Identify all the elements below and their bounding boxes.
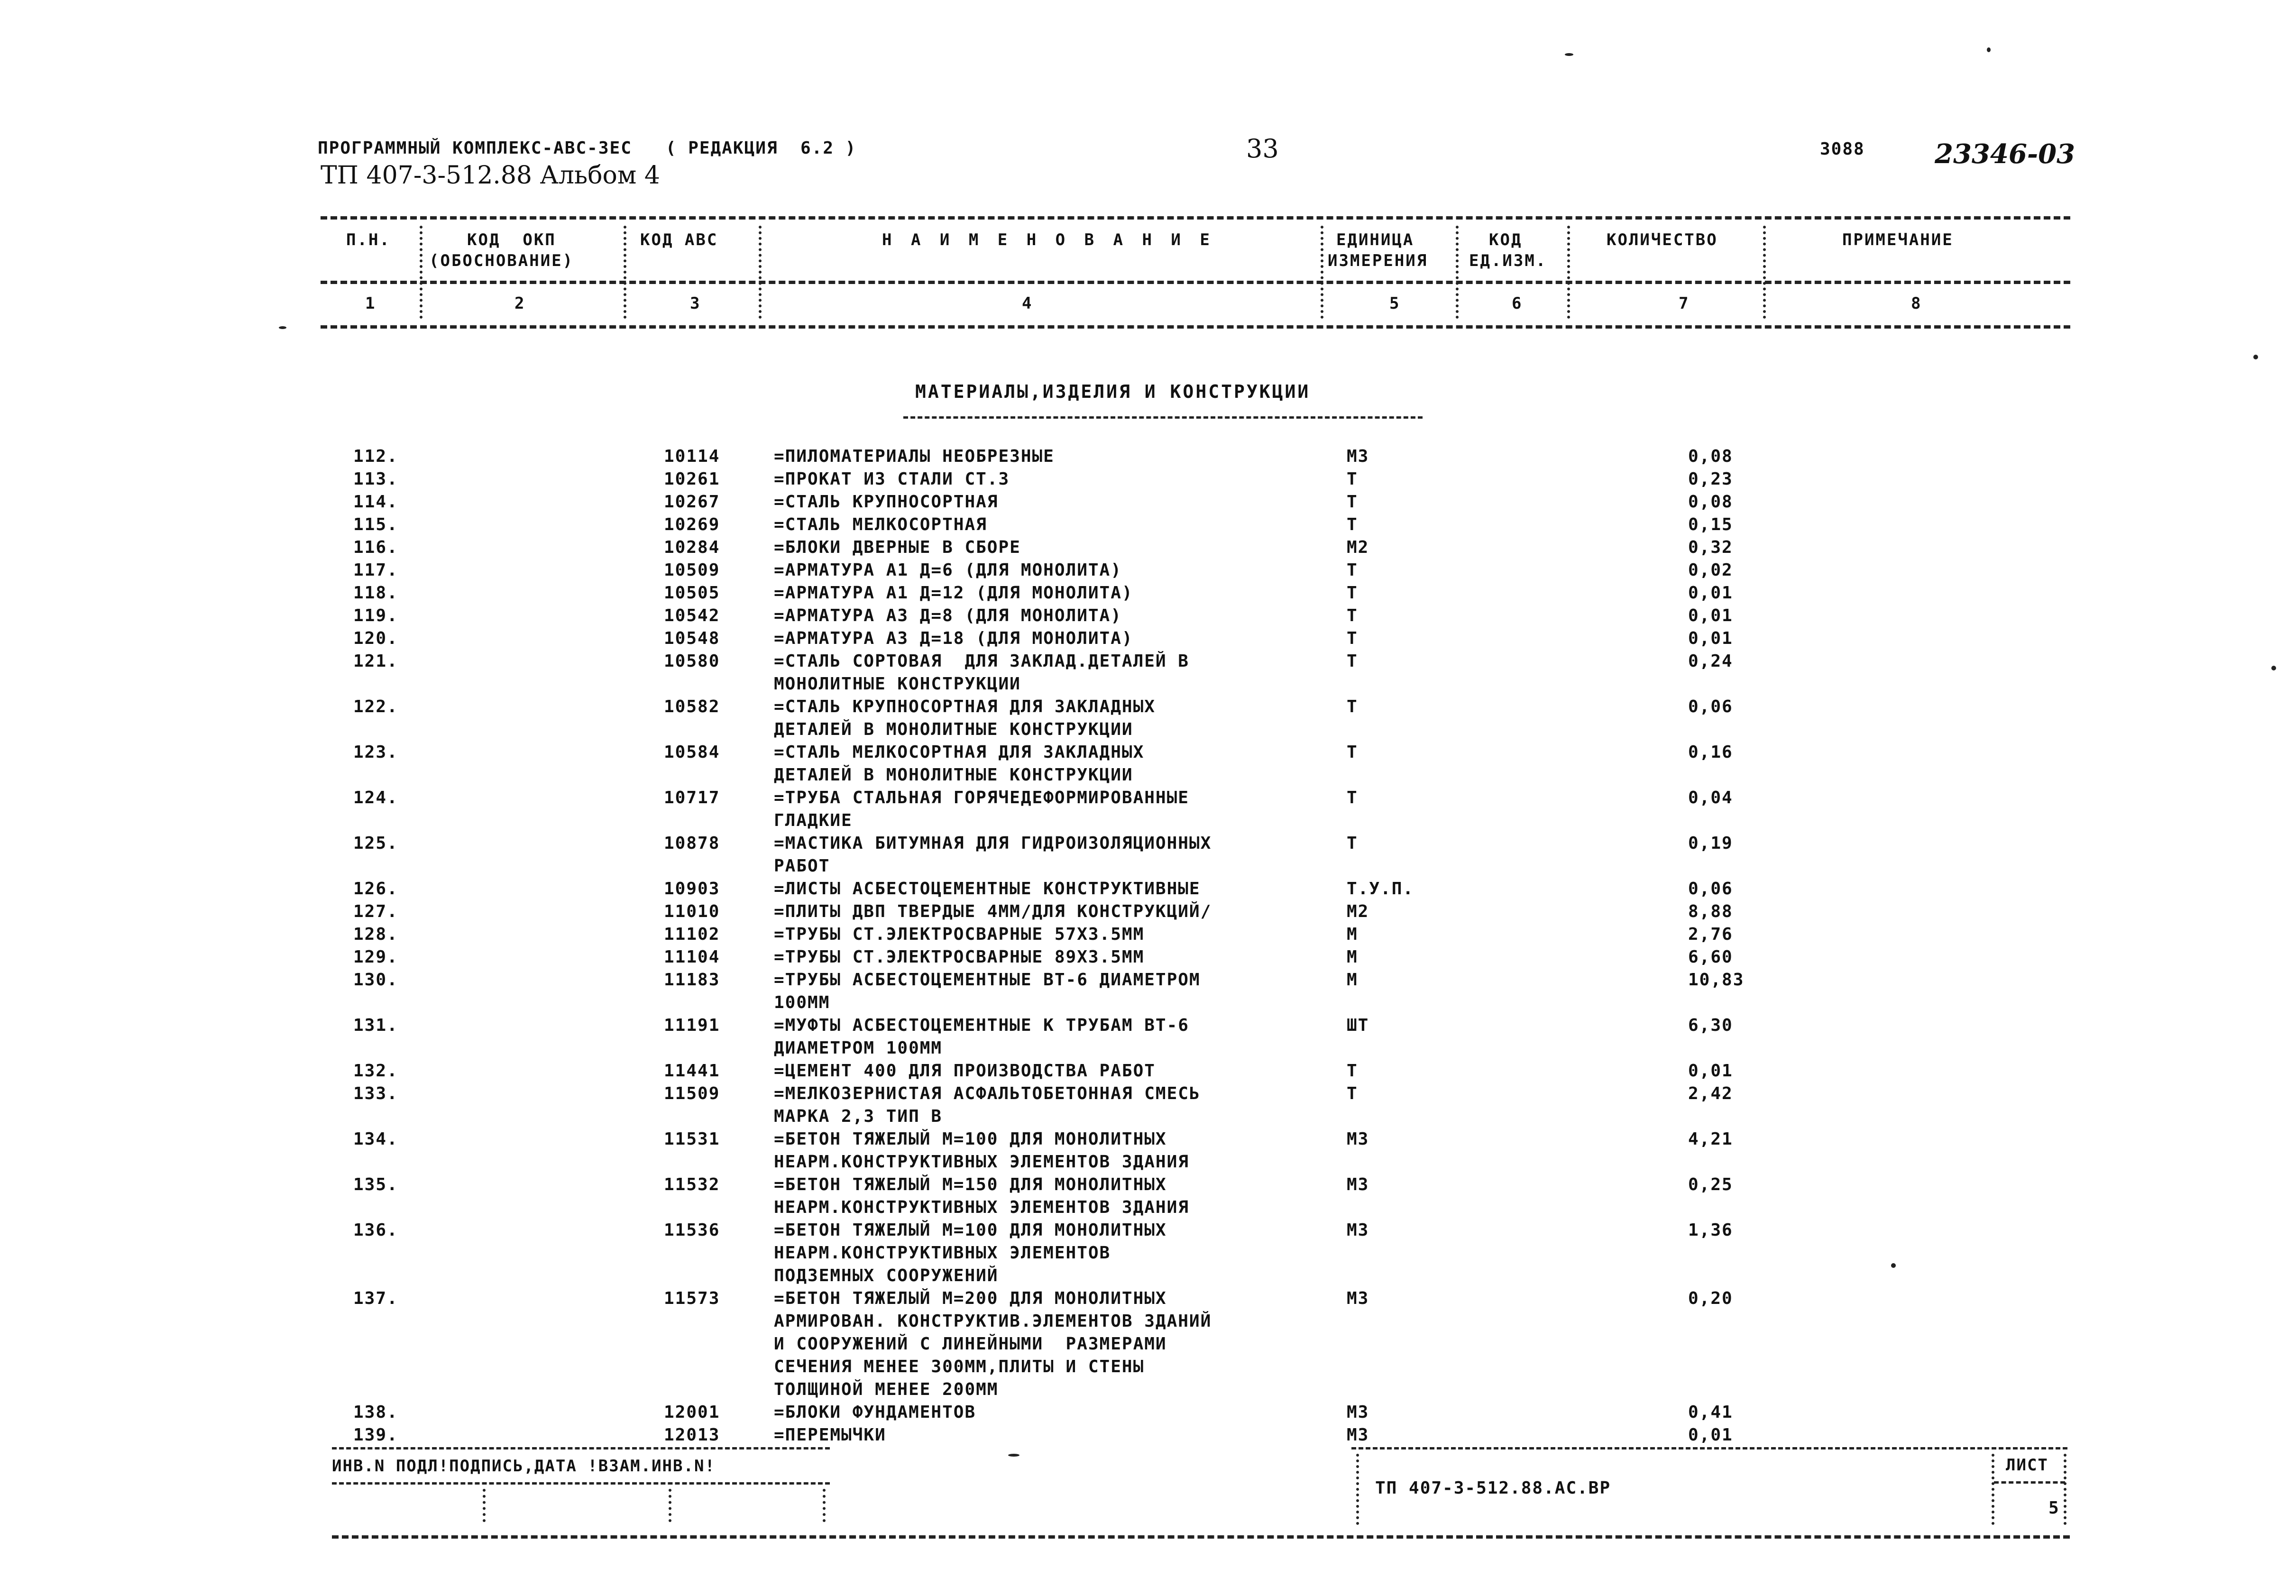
- row-unit: Т.У.П.: [1347, 879, 1414, 899]
- col-name-header: Н А И М Е Н О В А Н И Е: [882, 230, 1214, 249]
- row-name-line: =АРМАТУРА А3 Д=18 (ДЛЯ МОНОЛИТА): [774, 629, 1133, 648]
- row-quantity: 0,19: [1688, 834, 1733, 853]
- row-name-line: =ТРУБЫ СТ.ЭЛЕКТРОСВАРНЫЕ 57Х3.5ММ: [774, 925, 1145, 944]
- table-row: [0, 788, 2296, 834]
- row-number: 130.: [353, 970, 398, 990]
- row-quantity: 0,06: [1688, 697, 1733, 716]
- row-quantity: 4,21: [1688, 1129, 1733, 1149]
- row-abc-code: 10584: [664, 743, 720, 762]
- row-name-line: МАРКА 2,3 ТИП В: [774, 1107, 943, 1126]
- row-name-line: ГЛАДКИЕ: [774, 811, 853, 830]
- row-abc-code: 11102: [664, 925, 720, 944]
- row-quantity: 0,08: [1688, 447, 1733, 466]
- footer-rule-bottom: [332, 1535, 2070, 1539]
- row-number: 134.: [353, 1129, 398, 1149]
- row-unit: Т: [1347, 583, 1358, 603]
- row-name-line: =АРМАТУРА А1 Д=12 (ДЛЯ МОНОЛИТА): [774, 583, 1133, 603]
- row-quantity: 6,60: [1688, 947, 1733, 967]
- row-number: 132.: [353, 1061, 398, 1081]
- row-number: 133.: [353, 1084, 398, 1103]
- row-number: 136.: [353, 1220, 398, 1240]
- row-unit: Т: [1347, 651, 1358, 671]
- scan-speck: [2253, 355, 2258, 359]
- row-quantity: 6,30: [1688, 1016, 1733, 1035]
- row-name-line: =СТАЛЬ МЕЛКОСОРТНАЯ: [774, 515, 987, 534]
- col-pn-header: П.Н.: [346, 230, 391, 249]
- footer-rule-top-left: [332, 1447, 830, 1449]
- row-number: 119.: [353, 606, 398, 625]
- table-row: [0, 1289, 2296, 1403]
- row-unit: М2: [1347, 902, 1369, 921]
- table-row: [0, 697, 2296, 743]
- row-name-line: =ЛИСТЫ АСБЕСТОЦЕМЕНТНЫЕ КОНСТРУКТИВНЫЕ: [774, 879, 1201, 899]
- row-name-line: СЕЧЕНИЯ МЕНЕЕ 300ММ,ПЛИТЫ И СТЕНЫ: [774, 1357, 1145, 1376]
- table-row: [0, 1129, 2296, 1175]
- row-name-line: НЕАРМ.КОНСТРУКТИВНЫХ ЭЛЕМЕНТОВ: [774, 1243, 1111, 1263]
- row-number: 116.: [353, 538, 398, 557]
- row-number: 125.: [353, 834, 398, 853]
- row-name-line: =ЦЕМЕНТ 400 ДЛЯ ПРОИЗВОДСТВА РАБОТ: [774, 1061, 1156, 1081]
- col-number-4: 4: [1022, 294, 1033, 313]
- row-quantity: 0,04: [1688, 788, 1733, 807]
- footer-separator: [483, 1489, 486, 1522]
- table-row: [0, 925, 2296, 947]
- header-rule-top: [321, 216, 2070, 220]
- col-number-5: 5: [1389, 294, 1401, 313]
- row-name-line: ДИАМЕТРОМ 100ММ: [774, 1038, 943, 1058]
- row-number: 131.: [353, 1016, 398, 1035]
- row-quantity: 0,01: [1688, 629, 1733, 648]
- col-qty-header: КОЛИЧЕСТВО: [1607, 230, 1718, 249]
- row-abc-code: 11531: [664, 1129, 720, 1149]
- row-name-line: ДЕТАЛЕЙ В МОНОЛИТНЫЕ КОНСТРУКЦИИ: [774, 765, 1133, 785]
- table-row: [0, 515, 2296, 538]
- row-quantity: 0,08: [1688, 492, 1733, 512]
- row-unit: Т: [1347, 1061, 1358, 1081]
- row-quantity: 2,42: [1688, 1084, 1733, 1103]
- row-abc-code: 11183: [664, 970, 720, 990]
- row-name-line: ПОДЗЕМНЫХ СООРУЖЕНИЙ: [774, 1266, 999, 1285]
- footer-separator: [669, 1489, 671, 1522]
- row-name-line: =СТАЛЬ КРУПНОСОРТНАЯ ДЛЯ ЗАКЛАДНЫХ: [774, 697, 1156, 716]
- footer-rule-top-right: [1351, 1447, 2067, 1449]
- row-quantity: 0,15: [1688, 515, 1733, 534]
- row-quantity: 0,01: [1688, 1061, 1733, 1081]
- table-row: [0, 538, 2296, 560]
- row-quantity: 0,01: [1688, 606, 1733, 625]
- footer-separator: [1356, 1454, 1359, 1525]
- col-okp-header-sub: (ОБОСНОВАНИЕ): [429, 251, 574, 270]
- row-number: 137.: [353, 1289, 398, 1308]
- row-abc-code: 11191: [664, 1016, 720, 1035]
- row-number: 112.: [353, 447, 398, 466]
- row-unit: Т: [1347, 743, 1358, 762]
- row-number: 115.: [353, 515, 398, 534]
- col-number-2: 2: [514, 294, 526, 313]
- row-quantity: 0,02: [1688, 560, 1733, 580]
- row-abc-code: 10509: [664, 560, 720, 580]
- row-unit: Т: [1347, 1084, 1358, 1103]
- table-row: [0, 1061, 2296, 1084]
- row-abc-code: 11010: [664, 902, 720, 921]
- row-unit: Т: [1347, 629, 1358, 648]
- row-abc-code: 10903: [664, 879, 720, 899]
- col-unitcode-header: КОД: [1489, 230, 1523, 249]
- header-separator: [759, 226, 762, 319]
- row-abc-code: 10717: [664, 788, 720, 807]
- row-name-line: =СТАЛЬ МЕЛКОСОРТНАЯ ДЛЯ ЗАКЛАДНЫХ: [774, 743, 1145, 762]
- row-abc-code: 10548: [664, 629, 720, 648]
- row-abc-code: 12001: [664, 1403, 720, 1422]
- section-title-underline: [903, 416, 1423, 419]
- row-abc-code: 12013: [664, 1425, 720, 1445]
- header-separator: [1763, 226, 1766, 319]
- row-name-line: =БЛОКИ ФУНДАМЕНТОВ: [774, 1403, 976, 1422]
- table-row: [0, 970, 2296, 1016]
- row-name-line: =БЛОКИ ДВЕРНЫЕ В СБОРЕ: [774, 538, 1021, 557]
- header-separator: [624, 226, 626, 319]
- row-name-line: =ПРОКАТ ИЗ СТАЛИ СТ.3: [774, 469, 1010, 489]
- row-number: 129.: [353, 947, 398, 967]
- document-code: 3088: [1820, 139, 1865, 159]
- row-abc-code: 11441: [664, 1061, 720, 1081]
- col-unit-header-sub: ИЗМЕРЕНИЯ: [1328, 251, 1428, 270]
- col-number-8: 8: [1911, 294, 1922, 313]
- col-number-6: 6: [1512, 294, 1523, 313]
- row-unit: М3: [1347, 1220, 1369, 1240]
- row-name-line: =МЕЛКОЗЕРНИСТАЯ АСФАЛЬТОБЕТОННАЯ СМЕСЬ: [774, 1084, 1201, 1103]
- section-title: МАТЕРИАЛЫ,ИЗДЕЛИЯ И КОНСТРУКЦИИ: [915, 381, 1311, 402]
- row-name-line: И СООРУЖЕНИЙ С ЛИНЕЙНЫМИ РАЗМЕРАМИ: [774, 1334, 1167, 1354]
- project-title: ТП 407-3-512.88 Альбом 4: [321, 161, 660, 190]
- col-unit-header: ЕДИНИЦА: [1336, 230, 1414, 249]
- table-row: [0, 1220, 2296, 1289]
- table-row: [0, 902, 2296, 925]
- col-number-1: 1: [365, 294, 377, 313]
- row-abc-code: 11104: [664, 947, 720, 967]
- row-quantity: 0,16: [1688, 743, 1733, 762]
- footer-sheet-rule: [1994, 1481, 2065, 1484]
- row-unit: М: [1347, 947, 1358, 967]
- row-unit: Т: [1347, 788, 1358, 807]
- row-number: 124.: [353, 788, 398, 807]
- row-unit: М: [1347, 925, 1358, 944]
- row-number: 135.: [353, 1175, 398, 1194]
- row-quantity: 0,25: [1688, 1175, 1733, 1194]
- handwritten-number: 23346-03: [1935, 138, 2075, 170]
- row-abc-code: 10542: [664, 606, 720, 625]
- table-row: [0, 492, 2296, 515]
- row-number: 122.: [353, 697, 398, 716]
- row-quantity: 0,01: [1688, 1425, 1733, 1445]
- row-name-line: =АРМАТУРА А1 Д=6 (ДЛЯ МОНОЛИТА): [774, 560, 1122, 580]
- row-quantity: 0,01: [1688, 583, 1733, 603]
- row-unit: Т: [1347, 515, 1358, 534]
- row-quantity: 0,20: [1688, 1289, 1733, 1308]
- program-header: ПРОГРАММНЫЙ КОМПЛЕКС-АВС-3ЕС ( РЕДАКЦИЯ 6.2 ): [318, 138, 857, 158]
- row-abc-code: 10878: [664, 834, 720, 853]
- footer-doc-code: ТП 407-3-512.88.АС.ВР: [1375, 1478, 1611, 1498]
- footer-separator: [1992, 1454, 1994, 1525]
- row-abc-code: 10580: [664, 651, 720, 671]
- row-number: 121.: [353, 651, 398, 671]
- row-abc-code: 10505: [664, 583, 720, 603]
- row-quantity: 8,88: [1688, 902, 1733, 921]
- row-unit: М3: [1347, 1175, 1369, 1194]
- col-unitcode-header-sub: ЕД.ИЗМ.: [1469, 251, 1547, 270]
- row-number: 113.: [353, 469, 398, 489]
- row-quantity: 10,83: [1688, 970, 1745, 990]
- row-quantity: 2,76: [1688, 925, 1733, 944]
- col-note-header: ПРИМЕЧАНИЕ: [1842, 230, 1954, 249]
- row-unit: М2: [1347, 538, 1369, 557]
- footer-separator: [2064, 1454, 2066, 1525]
- header-rule-bottom: [321, 325, 2070, 329]
- row-unit: М3: [1347, 1129, 1369, 1149]
- table-row: [0, 743, 2296, 788]
- table-row: [0, 651, 2296, 697]
- col-okp-header: КОД ОКП: [467, 230, 556, 249]
- scan-speck: [279, 326, 286, 329]
- row-name-line: =ТРУБА СТАЛЬНАЯ ГОРЯЧЕДЕФОРМИРОВАННЫЕ: [774, 788, 1189, 807]
- row-name-line: =МАСТИКА БИТУМНАЯ ДЛЯ ГИДРОИЗОЛЯЦИОННЫХ: [774, 834, 1212, 853]
- row-name-line: =ПЛИТЫ ДВП ТВЕРДЫЕ 4ММ/ДЛЯ КОНСТРУКЦИЙ/: [774, 902, 1212, 921]
- row-number: 128.: [353, 925, 398, 944]
- row-abc-code: 10114: [664, 447, 720, 466]
- row-name-line: ДЕТАЛЕЙ В МОНОЛИТНЫЕ КОНСТРУКЦИИ: [774, 720, 1133, 739]
- row-name-line: =МУФТЫ АСБЕСТОЦЕМЕНТНЫЕ К ТРУБАМ ВТ-6: [774, 1016, 1189, 1035]
- row-name-line: МОНОЛИТНЫЕ КОНСТРУКЦИИ: [774, 674, 1021, 694]
- table-row: [0, 1175, 2296, 1220]
- row-name-line: =БЕТОН ТЯЖЕЛЫЙ М=100 ДЛЯ МОНОЛИТНЫХ: [774, 1220, 1167, 1240]
- row-quantity: 0,32: [1688, 538, 1733, 557]
- row-quantity: 0,06: [1688, 879, 1733, 899]
- row-name-line: НЕАРМ.КОНСТРУКТИВНЫХ ЭЛЕМЕНТОВ ЗДАНИЯ: [774, 1198, 1189, 1217]
- table-row: [0, 879, 2296, 902]
- row-name-line: =БЕТОН ТЯЖЕЛЫЙ М=150 ДЛЯ МОНОЛИТНЫХ: [774, 1175, 1167, 1194]
- row-quantity: 0,24: [1688, 651, 1733, 671]
- table-row: [0, 1084, 2296, 1129]
- row-name-line: =ПЕРЕМЫЧКИ: [774, 1425, 886, 1445]
- row-name-line: НЕАРМ.КОНСТРУКТИВНЫХ ЭЛЕМЕНТОВ ЗДАНИЯ: [774, 1152, 1189, 1172]
- row-name-line: =БЕТОН ТЯЖЕЛЫЙ М=200 ДЛЯ МОНОЛИТНЫХ: [774, 1289, 1167, 1308]
- scan-speck: [1008, 1454, 1019, 1457]
- header-separator: [1567, 226, 1570, 319]
- row-abc-code: 11532: [664, 1175, 720, 1194]
- row-unit: Т: [1347, 469, 1358, 489]
- row-name-line: АРМИРОВАН. КОНСТРУКТИВ.ЭЛЕМЕНТОВ ЗДАНИЙ: [774, 1312, 1212, 1331]
- row-quantity: 1,36: [1688, 1220, 1733, 1240]
- row-abc-code: 10269: [664, 515, 720, 534]
- footer-sheet-number: 5: [2048, 1498, 2060, 1518]
- row-number: 118.: [353, 583, 398, 603]
- row-number: 139.: [353, 1425, 398, 1445]
- header-separator: [1321, 226, 1323, 319]
- table-row: [0, 606, 2296, 629]
- row-number: 120.: [353, 629, 398, 648]
- footer-signature-header: ИНВ.N ПОДЛ!ПОДПИСЬ,ДАТА !ВЗАМ.ИНВ.N!: [332, 1457, 716, 1476]
- row-number: 138.: [353, 1403, 398, 1422]
- row-quantity: 0,41: [1688, 1403, 1733, 1422]
- row-name-line: =ТРУБЫ АСБЕСТОЦЕМЕНТНЫЕ ВТ-6 ДИАМЕТРОМ: [774, 970, 1201, 990]
- table-row: [0, 1425, 2296, 1448]
- header-separator: [1456, 226, 1459, 319]
- row-unit: Т: [1347, 834, 1358, 853]
- table-row: [0, 834, 2296, 879]
- row-unit: М: [1347, 970, 1358, 990]
- row-number: 127.: [353, 902, 398, 921]
- scan-speck: [2271, 666, 2276, 670]
- row-abc-code: 10284: [664, 538, 720, 557]
- row-unit: Т: [1347, 492, 1358, 512]
- row-number: 123.: [353, 743, 398, 762]
- row-name-line: =ТРУБЫ СТ.ЭЛЕКТРОСВАРНЫЕ 89Х3.5ММ: [774, 947, 1145, 967]
- row-unit: ШТ: [1347, 1016, 1369, 1035]
- table-row: [0, 447, 2296, 469]
- row-number: 117.: [353, 560, 398, 580]
- table-row: [0, 629, 2296, 651]
- row-quantity: 0,23: [1688, 469, 1733, 489]
- footer-rule-mid-left: [332, 1482, 830, 1485]
- header-rule-mid: [321, 281, 2070, 284]
- row-name-line: =СТАЛЬ КРУПНОСОРТНАЯ: [774, 492, 999, 512]
- scan-speck: [1565, 53, 1573, 56]
- row-abc-code: 11509: [664, 1084, 720, 1103]
- row-unit: М3: [1347, 447, 1369, 466]
- page-number: 33: [1246, 134, 1279, 164]
- row-abc-code: 11536: [664, 1220, 720, 1240]
- row-unit: Т: [1347, 606, 1358, 625]
- col-abc-header: КОД АВС: [640, 230, 718, 249]
- header-separator: [420, 226, 422, 319]
- table-row: [0, 469, 2296, 492]
- row-name-line: =АРМАТУРА А3 Д=8 (ДЛЯ МОНОЛИТА): [774, 606, 1122, 625]
- row-unit: Т: [1347, 560, 1358, 580]
- table-row: [0, 947, 2296, 970]
- table-row: [0, 1016, 2296, 1061]
- footer-separator: [823, 1489, 826, 1522]
- col-number-7: 7: [1679, 294, 1690, 313]
- row-abc-code: 10261: [664, 469, 720, 489]
- row-unit: Т: [1347, 697, 1358, 716]
- row-number: 126.: [353, 879, 398, 899]
- row-unit: М3: [1347, 1425, 1369, 1445]
- footer-sheet-label: ЛИСТ: [2006, 1456, 2048, 1475]
- row-number: 114.: [353, 492, 398, 512]
- row-name-line: =ПИЛОМАТЕРИАЛЫ НЕОБРЕЗНЫЕ: [774, 447, 1055, 466]
- col-number-3: 3: [690, 294, 701, 313]
- row-unit: М3: [1347, 1403, 1369, 1422]
- row-name-line: =БЕТОН ТЯЖЕЛЫЙ М=100 ДЛЯ МОНОЛИТНЫХ: [774, 1129, 1167, 1149]
- scan-speck: [1987, 47, 1991, 52]
- row-abc-code: 10582: [664, 697, 720, 716]
- table-row: [0, 1403, 2296, 1425]
- row-abc-code: 11573: [664, 1289, 720, 1308]
- row-name-line: РАБОТ: [774, 856, 830, 876]
- row-name-line: =СТАЛЬ СОРТОВАЯ ДЛЯ ЗАКЛАД.ДЕТАЛЕЙ В: [774, 651, 1189, 671]
- scan-speck: [1891, 1263, 1896, 1268]
- row-unit: М3: [1347, 1289, 1369, 1308]
- row-name-line: 100ММ: [774, 993, 830, 1012]
- row-name-line: ТОЛЩИНОЙ МЕНЕЕ 200ММ: [774, 1380, 999, 1399]
- table-row: [0, 583, 2296, 606]
- table-row: [0, 560, 2296, 583]
- row-abc-code: 10267: [664, 492, 720, 512]
